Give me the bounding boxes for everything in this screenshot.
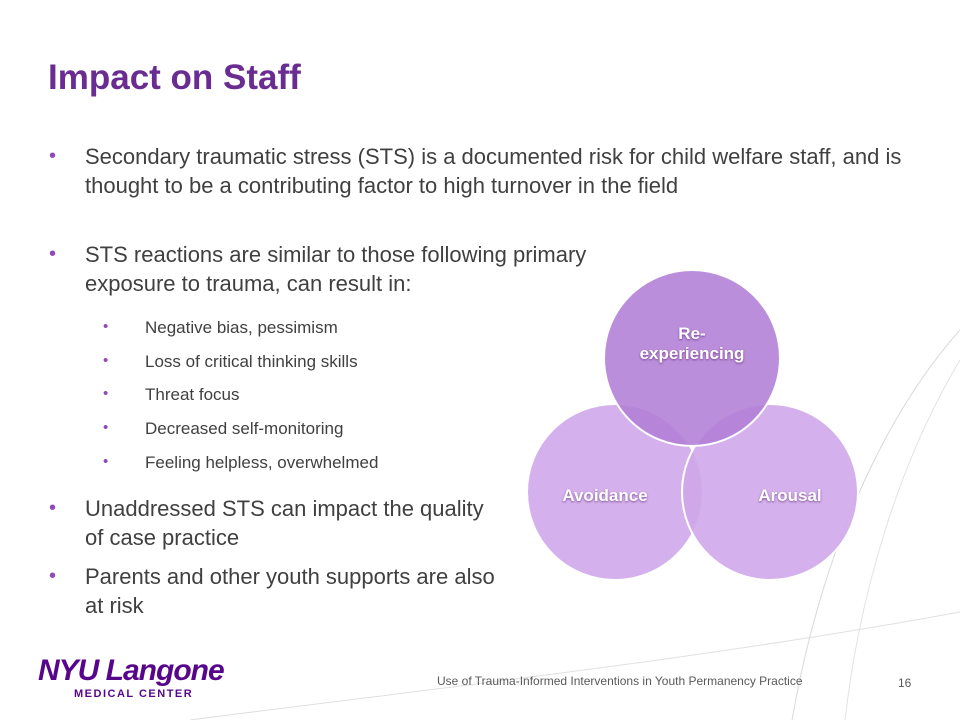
nyu-langone-logo bbox=[38, 652, 224, 704]
sub-bullet-self-monitoring bbox=[103, 419, 344, 439]
logo-wordmark: NYU Langone bbox=[38, 654, 224, 687]
bullet-parents-risk bbox=[49, 562, 495, 620]
venn-label-line2: experiencing bbox=[639, 344, 745, 363]
bullet-text: Unaddressed STS can impact the quality of case practice bbox=[85, 496, 484, 550]
venn-label-avoidance: Avoidance bbox=[562, 486, 648, 505]
sub-bullet-marker: • bbox=[103, 453, 109, 470]
venn-label-line1: Re- bbox=[678, 324, 706, 343]
sub-bullet-critical-thinking bbox=[103, 352, 358, 372]
bullet-marker: • bbox=[49, 145, 57, 167]
bullet-sts-risk bbox=[49, 142, 925, 200]
sub-bullet-marker: • bbox=[103, 419, 109, 436]
bullet-marker: • bbox=[49, 565, 57, 587]
sub-bullet-threat-focus bbox=[103, 385, 240, 405]
bullet-marker: • bbox=[49, 243, 57, 265]
sub-bullet-marker: • bbox=[103, 352, 109, 369]
bullet-text: Parents and other youth supports are also at risk bbox=[85, 564, 495, 618]
sub-bullet-text: Threat focus bbox=[145, 385, 240, 404]
bullet-case-practice bbox=[49, 494, 495, 552]
sub-bullet-marker: • bbox=[103, 385, 109, 402]
bullet-text: STS reactions are similar to those following primary exposure to trauma, can result in: bbox=[85, 242, 587, 296]
sub-bullet-negative-bias bbox=[103, 318, 338, 338]
sub-bullet-helpless bbox=[103, 453, 379, 473]
footer-caption: Use of Trauma-Informed Interventions in Youth Permanency Practice bbox=[437, 674, 803, 688]
sts-venn-diagram bbox=[520, 262, 880, 612]
sub-bullet-text: Feeling helpless, overwhelmed bbox=[145, 453, 379, 472]
sub-bullet-marker: • bbox=[103, 318, 109, 335]
logo-subtitle: MEDICAL CENTER bbox=[74, 688, 194, 700]
venn-circles bbox=[520, 262, 880, 612]
venn-label-re-experiencing bbox=[612, 324, 772, 364]
bullet-text: Secondary traumatic stress (STS) is a documented risk for child welfare staff, and is thought to be a contributing factor to high turnover in the field bbox=[85, 144, 902, 198]
page-number: 16 bbox=[898, 676, 912, 690]
venn-label-arousal: Arousal bbox=[758, 486, 822, 505]
sub-bullet-text: Decreased self-monitoring bbox=[145, 419, 344, 438]
sub-bullet-text: Loss of critical thinking skills bbox=[145, 352, 358, 371]
bullet-marker: • bbox=[49, 497, 57, 519]
slide-title: Impact on Staff bbox=[48, 58, 301, 97]
sub-bullet-text: Negative bias, pessimism bbox=[145, 318, 338, 337]
